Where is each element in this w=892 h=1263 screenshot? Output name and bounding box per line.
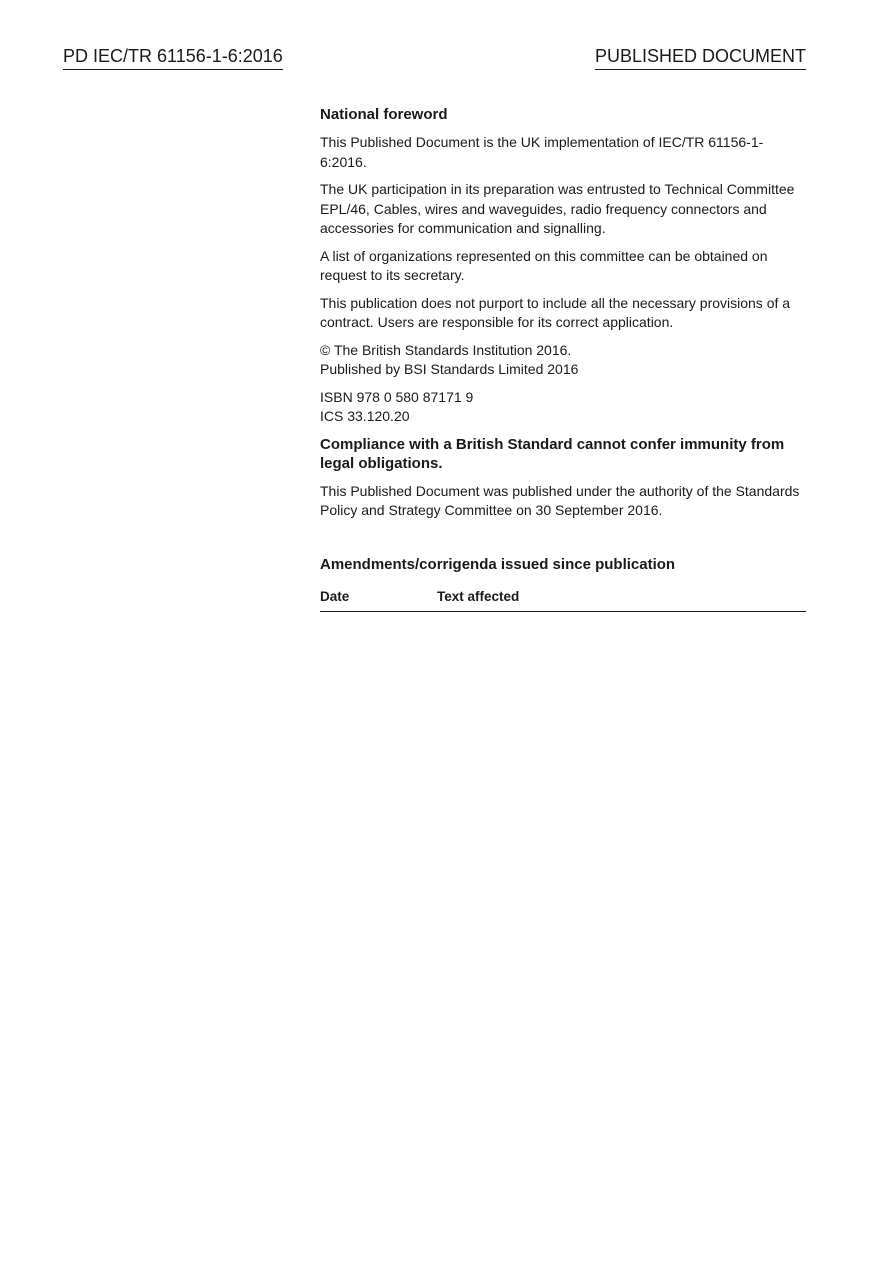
authority-paragraph: This Published Document was published under the authority of the Standards Policy and Strategy Committee on 30 September 2016.	[320, 482, 800, 518]
copyright-block	[320, 341, 806, 380]
ics-line: ICS 33.120.20	[320, 408, 410, 424]
provisions-paragraph: This publication does not purport to include all the necessary provisions of a contract. Users are responsible for its correct application.	[320, 294, 791, 330]
isbn-line: ISBN 978 0 580 87171 9	[320, 388, 474, 405]
document-type: PUBLISHED DOCUMENT	[595, 45, 806, 70]
identifiers-block	[320, 388, 806, 427]
publisher-line: Published by BSI Standards Limited 2016	[320, 361, 579, 377]
national-foreword	[320, 105, 806, 612]
copyright-line: © The British Standards Institution 2016.	[320, 341, 572, 358]
compliance-statement: Compliance with a British Standard cannot confer immunity from legal obligations.	[320, 435, 785, 472]
organizations-paragraph: A list of organizations represented on this committee can be obtained on request to its secretary.	[320, 247, 768, 283]
foreword-title: National foreword	[320, 106, 448, 123]
implementation-paragraph: This Published Document is the UK implementation of IEC/TR 61156-1-6:2016.	[320, 134, 764, 170]
page-header	[0, 0, 892, 80]
date-column-header: Date	[320, 589, 437, 612]
amendments-header-row	[320, 589, 806, 612]
document-id: PD IEC/TR 61156-1-6:2016	[63, 45, 283, 70]
amendments-table	[320, 589, 806, 612]
committee-paragraph: The UK participation in its preparation was entrusted to Technical Committee EPL/46, Cables, wires and waveguides, radio frequency connectors and accessories for communication and signalling.	[320, 181, 795, 236]
amendments-title: Amendments/corrigenda issued since publication	[320, 555, 676, 573]
text-affected-column-header: Text affected	[437, 589, 806, 612]
